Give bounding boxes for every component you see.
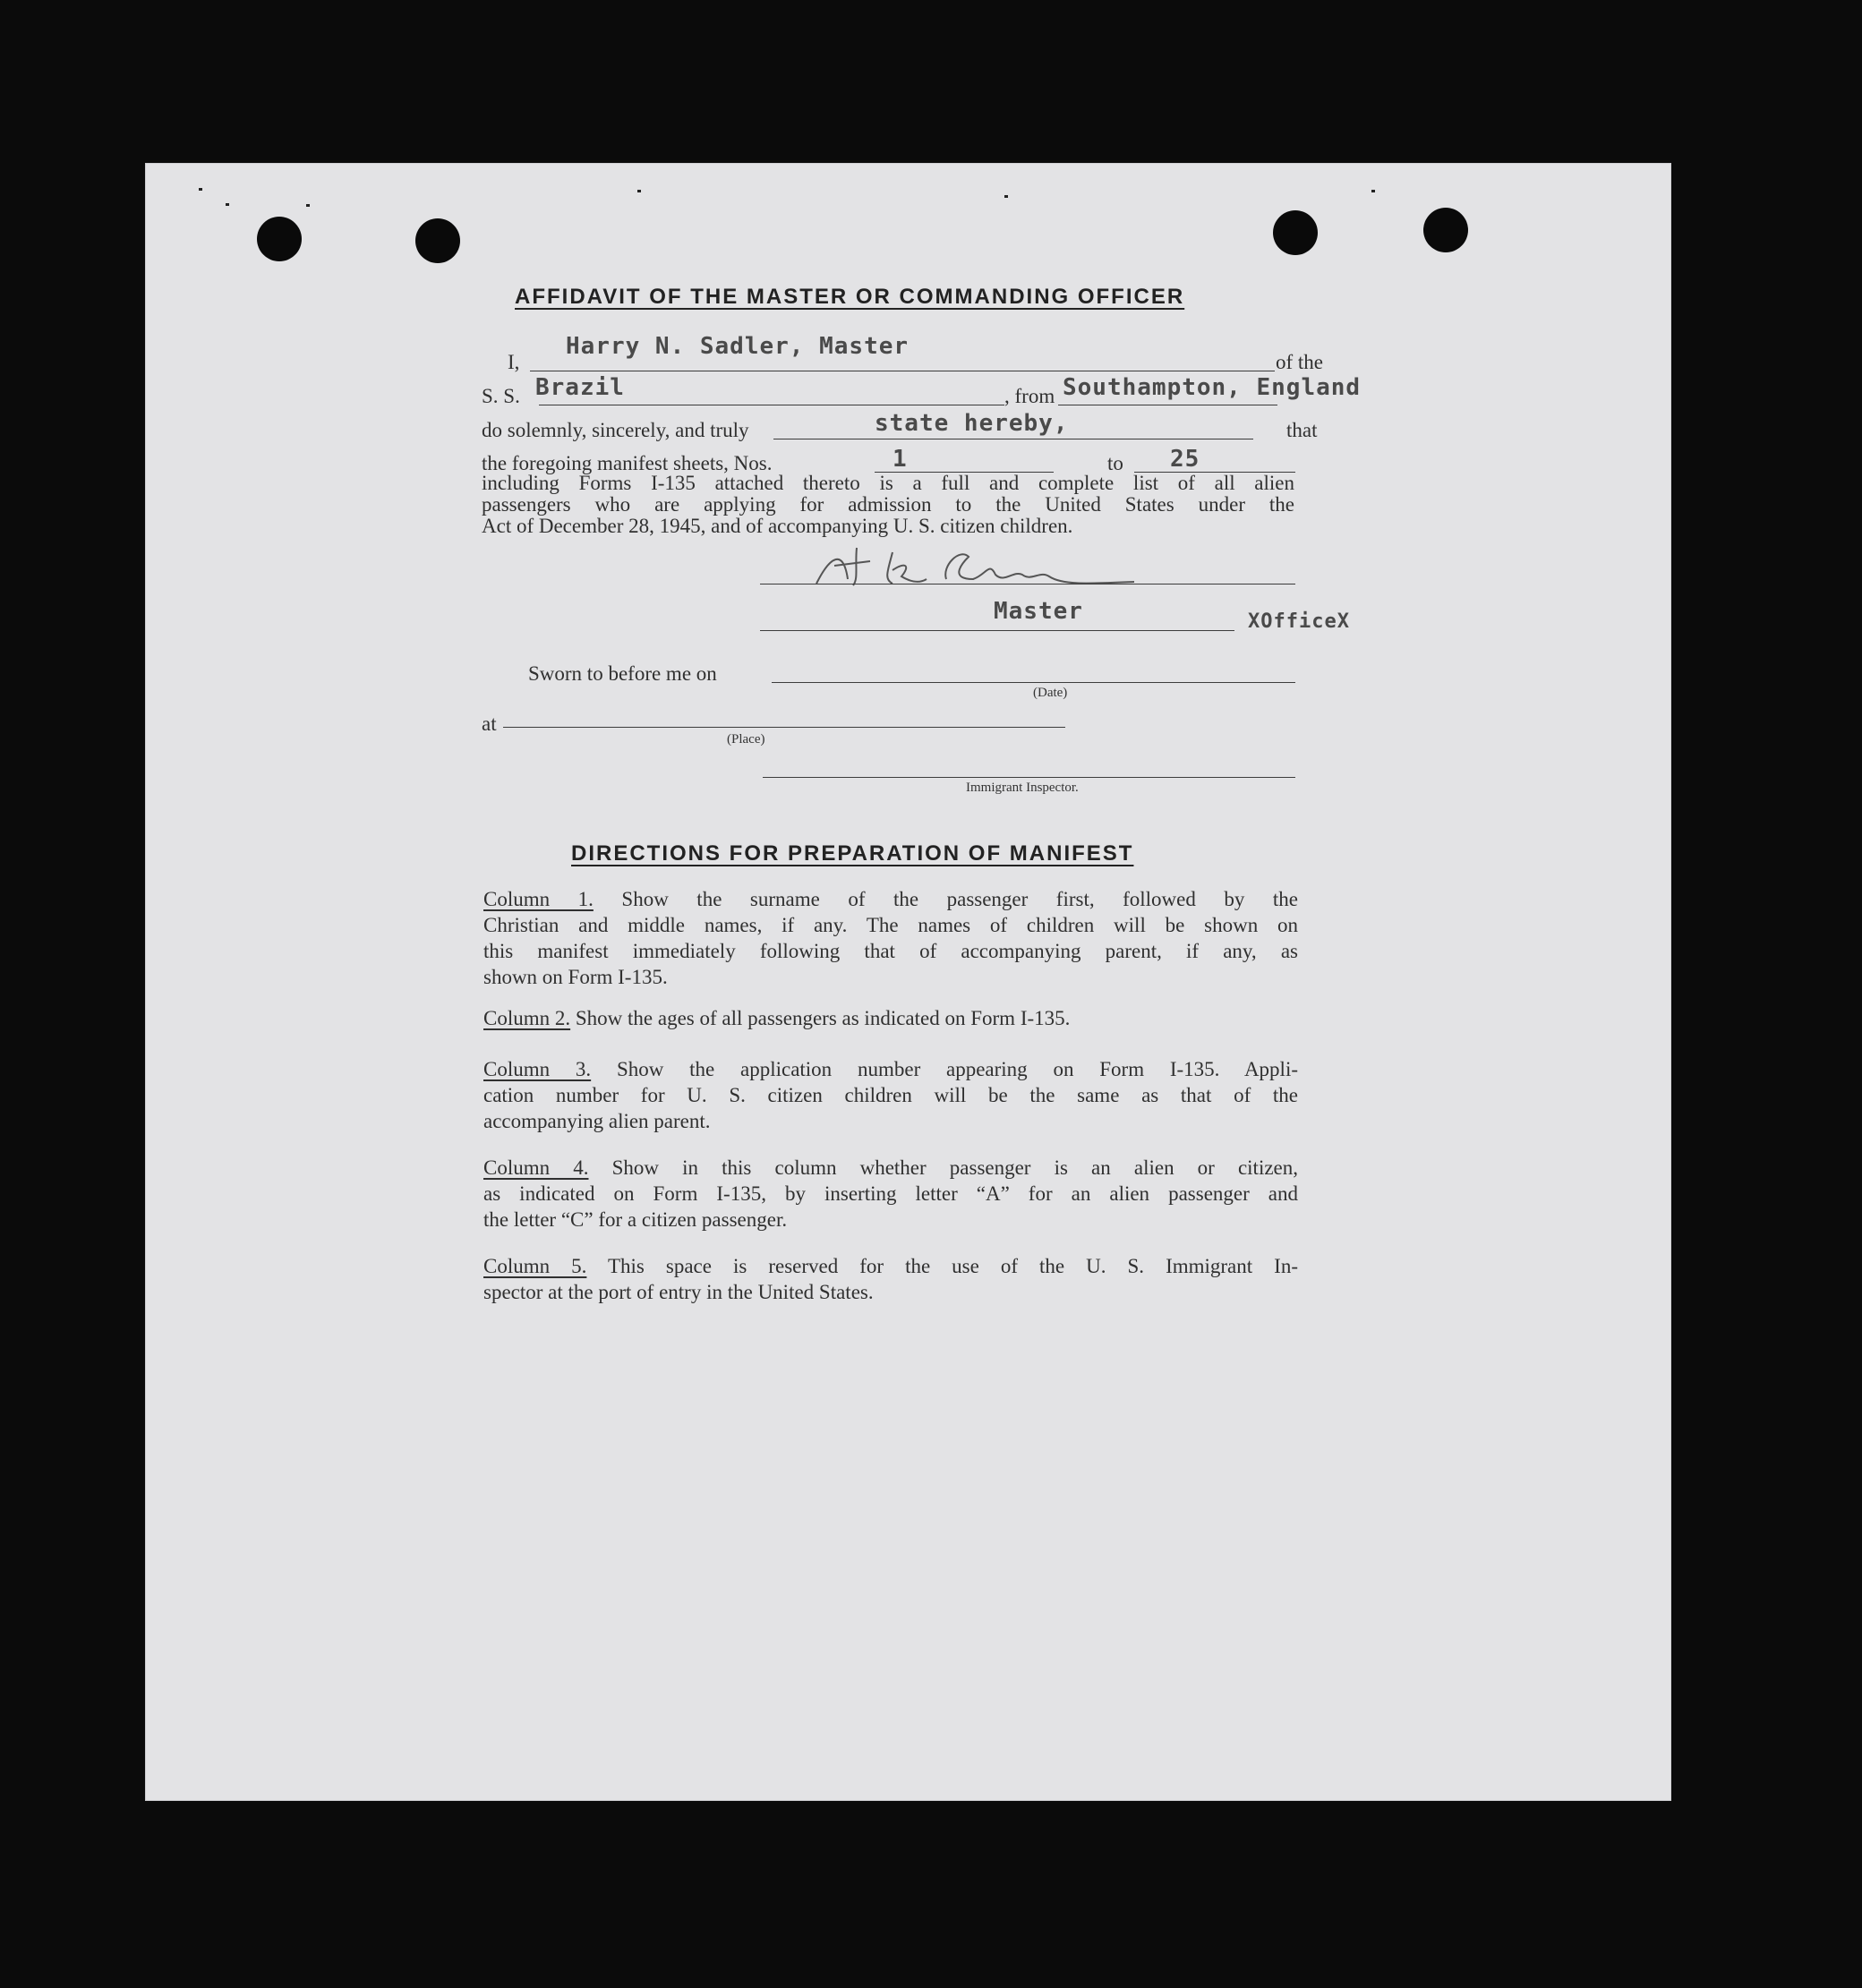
speck — [226, 203, 229, 206]
punch-hole — [1273, 210, 1318, 255]
document-page — [145, 163, 1671, 1801]
punch-hole — [415, 218, 460, 263]
from-port-value: Southampton, England — [1063, 374, 1362, 401]
direction-column-1 — [483, 886, 1298, 990]
punch-hole — [1423, 208, 1468, 252]
master-name-value: Harry N. Sadler, Master — [566, 333, 910, 360]
sworn-label: Sworn to before me on — [528, 662, 717, 685]
direction-column-3 — [483, 1056, 1298, 1134]
column-label: Column 2. — [483, 1007, 571, 1029]
direction-line — [483, 1155, 1298, 1181]
title-value: Master — [994, 598, 1083, 625]
date-caption: (Date) — [1033, 686, 1068, 700]
at-label: at — [482, 712, 497, 735]
title-line — [760, 630, 1234, 631]
column-label: Column 4. — [483, 1156, 589, 1179]
signature — [794, 539, 1170, 593]
direction-line — [483, 1005, 1298, 1031]
affidavit-body-line: passengers who are applying for admission to the United States under the — [482, 493, 1294, 516]
inspector-caption: Immigrant Inspector. — [966, 781, 1079, 795]
direction-line: shown on Form I-135. — [483, 966, 668, 988]
ship-name-value: Brazil — [535, 374, 625, 401]
direction-line: spector at the port of entry in the United States. — [483, 1281, 874, 1303]
direction-text: Show the ages of all passengers as indicated on Form I-135. — [570, 1007, 1071, 1029]
ss-label: S. S. — [482, 385, 520, 407]
speck — [1004, 195, 1008, 198]
date-line — [772, 682, 1295, 683]
speck — [637, 190, 641, 192]
column-label: Column 3. — [483, 1058, 592, 1080]
speck — [1371, 190, 1375, 192]
officer-value: XOfficeX — [1248, 610, 1350, 633]
affidavit-heading: AFFIDAVIT OF THE MASTER OR COMMANDING OFFICER — [515, 285, 1185, 309]
direction-line: as indicated on Form I-135, by inserting letter “A” for an alien passenger and — [483, 1182, 1298, 1205]
from-label: , from — [1004, 385, 1055, 407]
direction-column-5 — [483, 1253, 1298, 1305]
direction-line — [483, 1056, 1298, 1082]
direction-text: Show the application number appearing on Form I-135. Appli- — [591, 1058, 1298, 1080]
direction-line: accompanying alien parent. — [483, 1110, 711, 1132]
solemnly-value: state hereby, — [875, 410, 1069, 437]
solemnly-label: do solemnly, sincerely, and truly — [482, 419, 749, 441]
punch-hole — [257, 217, 302, 261]
to-label: to — [1107, 452, 1123, 474]
direction-line: Christian and middle names, if any. The names of children will be shown on — [483, 914, 1298, 936]
direction-text: This space is reserved for the use of the U. S. Immigrant In- — [586, 1255, 1298, 1277]
affidavit-body — [482, 473, 1294, 537]
affidavit-body-line: including Forms I-135 attached thereto is a full and complete list of all alien — [482, 472, 1294, 494]
manifest-label: the foregoing manifest sheets, Nos. — [482, 452, 773, 474]
direction-line: the letter “C” for a citizen passenger. — [483, 1208, 788, 1231]
directions-heading: DIRECTIONS FOR PREPARATION OF MANIFEST — [571, 841, 1134, 866]
nos-from-value: 1 — [893, 446, 908, 473]
column-label: Column 1. — [483, 888, 594, 910]
direction-column-4 — [483, 1155, 1298, 1233]
nos-to-value: 25 — [1170, 446, 1200, 473]
inspector-line — [763, 777, 1295, 778]
speck — [306, 204, 310, 207]
direction-text: Show the surname of the passenger first, followed by the — [593, 888, 1298, 910]
direction-line — [483, 1253, 1298, 1279]
place-line — [503, 727, 1065, 728]
i-label: I, — [508, 351, 520, 373]
direction-line: cation number for U. S. citizen children will be the same as that of the — [483, 1084, 1298, 1106]
of-the-label: of the — [1276, 351, 1324, 373]
direction-column-2 — [483, 1005, 1298, 1031]
affidavit-body-line: Act of December 28, 1945, and of accompanying U. S. citizen children. — [482, 515, 1073, 537]
direction-line — [483, 886, 1298, 912]
place-caption: (Place) — [727, 732, 765, 747]
speck — [199, 188, 202, 191]
that-label: that — [1286, 419, 1318, 441]
direction-text: Show in this column whether passenger is an alien or citizen, — [588, 1156, 1298, 1179]
column-label: Column 5. — [483, 1255, 587, 1277]
direction-line: this manifest immediately following that of accompanying parent, if any, as — [483, 940, 1298, 962]
